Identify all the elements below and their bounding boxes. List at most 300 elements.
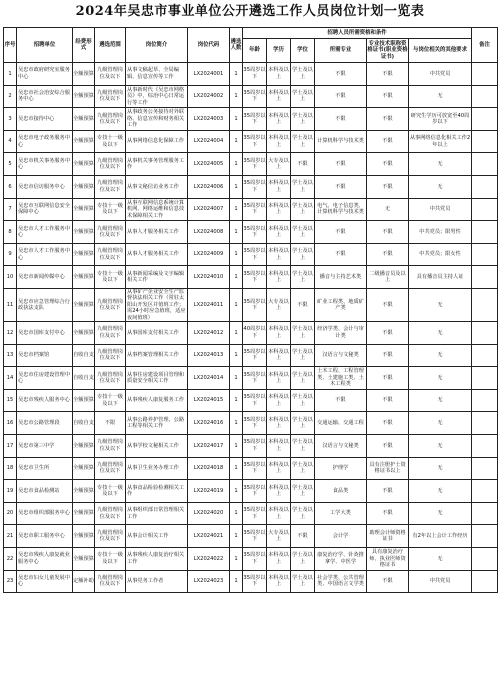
cell-major: 社会学类、公共管理类、中国语言文学类 (315, 570, 367, 593)
table-row (4, 525, 498, 548)
cell-scope: 九级管理岗位及以下 (95, 153, 126, 176)
cell-scope: 九级管理岗位及以下 (95, 63, 126, 86)
cell-education: 本科及以上 (267, 480, 291, 503)
cell-cert: 不限 (367, 288, 409, 321)
cell-remark (472, 480, 498, 503)
cell-cert: 不限 (367, 344, 409, 367)
cell-scope: 九级管理岗位及以下 (95, 434, 126, 457)
cell-remark (472, 321, 498, 344)
cell-cert: 不限 (367, 502, 409, 525)
cell-cert: 不限 (367, 570, 409, 593)
cell-education: 大专及以上 (267, 525, 291, 548)
cell-seq: 23 (4, 570, 17, 593)
cell-scope: 专技十一级及以下 (95, 198, 126, 221)
cell-age: 35周岁以下 (243, 243, 267, 266)
cell-age: 35周岁以下 (243, 198, 267, 221)
cell-remark (472, 502, 498, 525)
cell-seq: 10 (4, 266, 17, 289)
cell-scope: 九级管理岗位及以下 (95, 457, 126, 480)
header-code: 岗位代码 (188, 28, 230, 63)
cell-other: 无 (409, 175, 472, 198)
position-table (3, 27, 498, 593)
cell-budget: 全额预算 (73, 321, 95, 344)
cell-count: 1 (230, 344, 243, 367)
cell-count: 1 (230, 221, 243, 244)
cell-degree: 学士及以上 (291, 175, 315, 198)
cell-other: 中共党员；限女性 (409, 243, 472, 266)
cell-other: 从事网络信息化相关工作2年以上 (409, 130, 472, 153)
table-row (4, 243, 498, 266)
cell-other: 无 (409, 457, 472, 480)
cell-code: LX2024019 (188, 480, 230, 503)
cell-degree: 学士及以上 (291, 221, 315, 244)
header-age: 年龄 (243, 39, 267, 63)
cell-education: 本科及以上 (267, 221, 291, 244)
cell-age: 35周岁以下 (243, 525, 267, 548)
cell-other: 无 (409, 153, 472, 176)
cell-code: LX2024005 (188, 153, 230, 176)
cell-major: 交通运输、交通工程 (315, 412, 367, 435)
cell-count: 1 (230, 367, 243, 390)
cell-code: LX2024011 (188, 288, 230, 321)
cell-unit: 吴忠市电子政务服务中心 (17, 130, 73, 153)
cell-count: 1 (230, 243, 243, 266)
cell-count: 1 (230, 85, 243, 108)
cell-other: 中共党员 (409, 198, 472, 221)
cell-education: 本科及以上 (267, 198, 291, 221)
header-desc: 岗位简介 (126, 28, 188, 63)
cell-unit: 吴忠市新闻传媒中心 (17, 266, 73, 289)
header-seq: 序号 (4, 28, 17, 63)
cell-major: 食品类 (315, 480, 367, 503)
table-row (4, 130, 498, 153)
cell-desc: 从事人才服务相关工作 (126, 221, 188, 244)
cell-seq: 20 (4, 502, 17, 525)
cell-degree: 不限 (291, 153, 315, 176)
cell-unit: 吴忠市人才工作服务中心 (17, 221, 73, 244)
cell-age: 35周岁以下 (243, 63, 267, 86)
cell-cert: 不限 (367, 480, 409, 503)
table-row (4, 221, 498, 244)
cell-cert: 不限 (367, 389, 409, 412)
cell-count: 1 (230, 198, 243, 221)
cell-scope: 九级管理岗位及以下 (95, 344, 126, 367)
cell-age: 35周岁以下 (243, 221, 267, 244)
cell-remark (472, 547, 498, 570)
cell-degree: 学士及以上 (291, 570, 315, 593)
table-row (4, 457, 498, 480)
cell-code: LX2024013 (188, 344, 230, 367)
cell-desc: 从事新时代《吴忠市网格员》中，综治中心日常运行等工作 (126, 85, 188, 108)
cell-unit: 吴忠市组织部服务中心 (17, 502, 73, 525)
cell-budget: 全额预算 (73, 457, 95, 480)
cell-budget: 全额预算 (73, 389, 95, 412)
cell-remark (472, 367, 498, 390)
cell-cert: 不限 (367, 153, 409, 176)
table-row (4, 367, 498, 390)
cell-age: 35周岁以下 (243, 367, 267, 390)
cell-code: LX2024021 (188, 525, 230, 548)
cell-degree: 学士及以上 (291, 85, 315, 108)
cell-code: LX2024023 (188, 570, 230, 593)
cell-desc: 从事国库支付相关工作 (126, 321, 188, 344)
cell-major: 不限 (315, 153, 367, 176)
cell-code: LX2024004 (188, 130, 230, 153)
table-row (4, 344, 498, 367)
cell-seq: 6 (4, 175, 17, 198)
cell-seq: 11 (4, 288, 17, 321)
cell-seq: 9 (4, 243, 17, 266)
table-row (4, 502, 498, 525)
cell-desc: 从事会计相关工作 (126, 525, 188, 548)
table-row (4, 321, 498, 344)
cell-count: 1 (230, 457, 243, 480)
cell-desc: 从事矿产企业安全生产监督执法相关工作（常驻太阳山开发区并值班工作；需24小时应急值班，适应夜间值班） (126, 288, 188, 321)
cell-age: 35周岁以下 (243, 153, 267, 176)
cell-seq: 16 (4, 412, 17, 435)
header-remark: 备注 (472, 28, 498, 63)
cell-cert: 不限 (367, 367, 409, 390)
cell-unit: 吴忠市第三中学 (17, 434, 73, 457)
cell-major: 康复治疗学、针灸推拿学、中医学 (315, 547, 367, 570)
cell-degree: 学士及以上 (291, 130, 315, 153)
cell-seq: 15 (4, 389, 17, 412)
cell-desc: 从事档案管理相关工作 (126, 344, 188, 367)
cell-desc: 从事党务工作者 (126, 570, 188, 593)
cell-education: 本科及以上 (267, 344, 291, 367)
cell-budget: 全额预算 (73, 547, 95, 570)
cell-count: 1 (230, 175, 243, 198)
cell-major: 不限 (315, 85, 367, 108)
cell-major: 不限 (315, 63, 367, 86)
table-row (4, 434, 498, 457)
cell-code: LX2024015 (188, 389, 230, 412)
cell-education: 本科及以上 (267, 457, 291, 480)
cell-degree: 学士及以上 (291, 243, 315, 266)
cell-code: LX2024002 (188, 85, 230, 108)
cell-budget: 全额预算 (73, 221, 95, 244)
cell-remark (472, 457, 498, 480)
cell-unit: 吴忠市残疾人康复就业服务中心 (17, 547, 73, 570)
cell-scope: 九级管理岗位及以下 (95, 85, 126, 108)
cell-remark (472, 85, 498, 108)
cell-unit: 吴忠市政府研究室服务中心 (17, 63, 73, 86)
cell-cert: 二级播音员及以上 (367, 266, 409, 289)
cell-seq: 22 (4, 547, 17, 570)
cell-age: 35周岁以下 (243, 288, 267, 321)
cell-remark (472, 153, 498, 176)
cell-desc: 从事新闻采编及文字编辑相关工作 (126, 266, 188, 289)
cell-cert: 不限 (367, 243, 409, 266)
cell-budget: 全额预算 (73, 288, 95, 321)
cell-scope: 九级管理岗位及以下 (95, 502, 126, 525)
cell-desc: 从事住房建设项目管理和质量安全相关工作 (126, 367, 188, 390)
cell-remark (472, 63, 498, 86)
cell-budget: 全额预算 (73, 153, 95, 176)
cell-major: 不限 (315, 108, 367, 131)
cell-major: 汉语言与文秘类 (315, 434, 367, 457)
cell-unit: 吴忠市档案馆 (17, 344, 73, 367)
cell-seq: 17 (4, 434, 17, 457)
cell-code: LX2024006 (188, 175, 230, 198)
table-row (4, 412, 498, 435)
cell-other: 无 (409, 389, 472, 412)
cell-seq: 12 (4, 321, 17, 344)
cell-scope: 专技十一级及以下 (95, 480, 126, 503)
cell-degree: 学士及以上 (291, 108, 315, 131)
cell-code: LX2024018 (188, 457, 230, 480)
table-body (4, 63, 498, 593)
cell-seq: 5 (4, 153, 17, 176)
cell-unit: 吴忠市接待中心 (17, 108, 73, 131)
table-row (4, 198, 498, 221)
cell-other: 无 (409, 434, 472, 457)
cell-remark (472, 288, 498, 321)
cell-unit: 吴忠市互联网信息安全保障中心 (17, 198, 73, 221)
table-row (4, 153, 498, 176)
cell-age: 40周岁以下 (243, 321, 267, 344)
cell-count: 1 (230, 266, 243, 289)
cell-cert: 不限 (367, 221, 409, 244)
header-cert: 专业技术职称资格证书(职业资格证书) (367, 39, 409, 63)
cell-count: 1 (230, 321, 243, 344)
cell-count: 1 (230, 570, 243, 593)
cell-seq: 7 (4, 198, 17, 221)
cell-unit: 吴忠市信访服务中心 (17, 175, 73, 198)
cell-code: LX2024007 (188, 198, 230, 221)
cell-education: 本科及以上 (267, 243, 291, 266)
header-other: 与岗位相关的其他要求 (409, 39, 472, 63)
cell-code: LX2024016 (188, 412, 230, 435)
cell-desc: 从事网络信息化保障工作 (126, 130, 188, 153)
cell-education: 本科及以上 (267, 570, 291, 593)
cell-unit: 吴忠市社会治安综合服务中心 (17, 85, 73, 108)
cell-code: LX2024017 (188, 434, 230, 457)
cell-age: 35周岁以下 (243, 175, 267, 198)
cell-cert: 不限 (367, 85, 409, 108)
cell-unit: 吴忠市人才工作服务中心 (17, 243, 73, 266)
cell-desc: 从事卫生业务办理工作 (126, 457, 188, 480)
cell-seq: 2 (4, 85, 17, 108)
cell-desc: 从事文稿起草、全局编辑、信息宣传等工作 (126, 63, 188, 86)
cell-major: 土木工程、工程管理类、土建施工类、土木工程类 (315, 367, 367, 390)
cell-other: 中共党员 (409, 570, 472, 593)
cell-desc: 从事人才服务相关工作 (126, 243, 188, 266)
cell-remark (472, 525, 498, 548)
cell-degree: 学士及以上 (291, 389, 315, 412)
cell-count: 1 (230, 108, 243, 131)
cell-code: LX2024009 (188, 243, 230, 266)
cell-education: 本科及以上 (267, 85, 291, 108)
cell-desc: 从事组织部日常管理相关工作 (126, 502, 188, 525)
cell-code: LX2024010 (188, 266, 230, 289)
cell-cert: 具有注册护士资格证书以上 (367, 457, 409, 480)
cell-desc: 从事机关事务管理服务工作 (126, 153, 188, 176)
cell-desc: 从事公路养护管理、公路工程等相关工作 (126, 412, 188, 435)
table-row (4, 547, 498, 570)
cell-code: LX2024008 (188, 221, 230, 244)
cell-degree: 学士及以上 (291, 547, 315, 570)
cell-education: 本科及以上 (267, 266, 291, 289)
cell-education: 本科及以上 (267, 175, 291, 198)
cell-seq: 21 (4, 525, 17, 548)
cell-count: 1 (230, 389, 243, 412)
cell-scope: 九级管理岗位及以下 (95, 243, 126, 266)
cell-count: 1 (230, 502, 243, 525)
cell-degree: 学士及以上 (291, 266, 315, 289)
cell-cert: 不限 (367, 412, 409, 435)
cell-seq: 8 (4, 221, 17, 244)
cell-unit: 吴忠市卫生所 (17, 457, 73, 480)
header-unit: 招聘单位 (17, 28, 73, 63)
cell-desc: 从事学校文秘相关工作 (126, 434, 188, 457)
cell-remark (472, 108, 498, 131)
cell-age: 35周岁以下 (243, 130, 267, 153)
cell-other: 无 (409, 502, 472, 525)
header-conditions: 招聘人员所需资格和条件 (243, 28, 472, 39)
cell-scope: 九级管理岗位及以下 (95, 367, 126, 390)
header-row-1 (4, 28, 498, 39)
cell-seq: 14 (4, 367, 17, 390)
cell-desc: 从事政务公务接待对外联络、信息宣传和财务相关工作 (126, 108, 188, 131)
cell-degree: 学士及以上 (291, 412, 315, 435)
cell-major: 会计学 (315, 525, 367, 548)
cell-budget: 全额预算 (73, 198, 95, 221)
cell-education: 本科及以上 (267, 63, 291, 86)
cell-code: LX2024003 (188, 108, 230, 131)
cell-remark (472, 389, 498, 412)
cell-budget: 全额预算 (73, 434, 95, 457)
cell-desc: 从事互联网信息系统计算机网、网络运维和信息技术保障相关工作 (126, 198, 188, 221)
cell-scope: 九级管理岗位及以下 (95, 175, 126, 198)
cell-desc: 从事残疾人康复服务工作 (126, 389, 188, 412)
cell-education: 大专及以上 (267, 153, 291, 176)
cell-scope: 专技十一级及以下 (95, 389, 126, 412)
cell-other: 无 (409, 412, 472, 435)
cell-education: 本科及以上 (267, 434, 291, 457)
cell-cert: 不限 (367, 108, 409, 131)
table-row (4, 288, 498, 321)
cell-budget: 全额预算 (73, 130, 95, 153)
cell-other: 无 (409, 547, 472, 570)
cell-education: 本科及以上 (267, 367, 291, 390)
cell-major: 不限 (315, 175, 367, 198)
cell-cert: 助理会计师资格证书 (367, 525, 409, 548)
cell-cert: 不限 (367, 434, 409, 457)
cell-major: 护理学 (315, 457, 367, 480)
cell-cert: 不限 (367, 175, 409, 198)
cell-unit: 吴忠市残疾人服务中心 (17, 389, 73, 412)
cell-scope: 九级管理岗位及以下 (95, 321, 126, 344)
cell-degree: 学士及以上 (291, 63, 315, 86)
cell-major: 经济学类、会计与审计类 (315, 321, 367, 344)
cell-age: 35周岁以下 (243, 480, 267, 503)
cell-unit: 吴忠市职工服务中心 (17, 525, 73, 548)
cell-education: 本科及以上 (267, 108, 291, 131)
cell-count: 1 (230, 130, 243, 153)
cell-degree: 不限 (291, 288, 315, 321)
cell-seq: 19 (4, 480, 17, 503)
cell-remark (472, 130, 498, 153)
cell-seq: 1 (4, 63, 17, 86)
cell-scope: 专技十一级及以下 (95, 547, 126, 570)
cell-count: 1 (230, 153, 243, 176)
cell-other: 无 (409, 288, 472, 321)
cell-age: 35周岁以下 (243, 547, 267, 570)
cell-other: 具有播音员主持人证 (409, 266, 472, 289)
cell-seq: 4 (4, 130, 17, 153)
cell-age: 35周岁以下 (243, 266, 267, 289)
cell-scope: 九级管理岗位及以下 (95, 288, 126, 321)
cell-education: 本科及以上 (267, 389, 291, 412)
cell-budget: 全额预算 (73, 108, 95, 131)
table-row (4, 266, 498, 289)
cell-budget: 自收自支 (73, 344, 95, 367)
cell-cert: 不限 (367, 130, 409, 153)
cell-remark (472, 434, 498, 457)
cell-education: 大专及以上 (267, 288, 291, 321)
cell-education: 本科及以上 (267, 321, 291, 344)
cell-remark (472, 266, 498, 289)
cell-education: 本科及以上 (267, 547, 291, 570)
cell-degree: 学士及以上 (291, 457, 315, 480)
cell-degree: 不限 (291, 525, 315, 548)
cell-degree: 学士及以上 (291, 198, 315, 221)
table-row (4, 108, 498, 131)
cell-degree: 学士及以上 (291, 480, 315, 503)
cell-count: 1 (230, 525, 243, 548)
cell-budget: 自收自支 (73, 412, 95, 435)
header-count: 遴选人数 (230, 28, 243, 63)
cell-age: 35周岁以下 (243, 344, 267, 367)
cell-unit: 吴忠市应急管理综合行政执法支队 (17, 288, 73, 321)
table-row (4, 389, 498, 412)
cell-budget: 全额预算 (73, 502, 95, 525)
cell-budget: 自收自支 (73, 367, 95, 390)
cell-seq: 18 (4, 457, 17, 480)
cell-degree: 学士及以上 (291, 367, 315, 390)
cell-code: LX2024020 (188, 502, 230, 525)
cell-budget: 全额预算 (73, 480, 95, 503)
cell-age: 35周岁以下 (243, 457, 267, 480)
cell-desc: 从事文秘信访业务工作 (126, 175, 188, 198)
cell-unit: 吴忠市住房建设管理中心 (17, 367, 73, 390)
cell-count: 1 (230, 547, 243, 570)
cell-major: 不限 (315, 243, 367, 266)
cell-major: 播音与主持艺术类 (315, 266, 367, 289)
cell-desc: 从事食品检验检测相关工作 (126, 480, 188, 503)
cell-major: 工学大类 (315, 502, 367, 525)
cell-budget: 全额预算 (73, 63, 95, 86)
cell-age: 35周岁以下 (243, 412, 267, 435)
cell-scope: 九级管理岗位及以下 (95, 525, 126, 548)
cell-code: LX2024012 (188, 321, 230, 344)
cell-remark (472, 221, 498, 244)
cell-age: 35周岁以下 (243, 434, 267, 457)
cell-major: 不限 (315, 389, 367, 412)
cell-education: 本科及以上 (267, 412, 291, 435)
cell-other: 中共党员 (409, 63, 472, 86)
header-scope: 遴选范围 (95, 28, 126, 63)
cell-budget: 全额预算 (73, 175, 95, 198)
table-row (4, 63, 498, 86)
cell-code: LX2024001 (188, 63, 230, 86)
cell-major: 矿业工程类、地质矿产类 (315, 288, 367, 321)
cell-degree: 学士及以上 (291, 321, 315, 344)
cell-scope: 不限 (95, 412, 126, 435)
cell-age: 35周岁以下 (243, 389, 267, 412)
cell-other: 无 (409, 85, 472, 108)
